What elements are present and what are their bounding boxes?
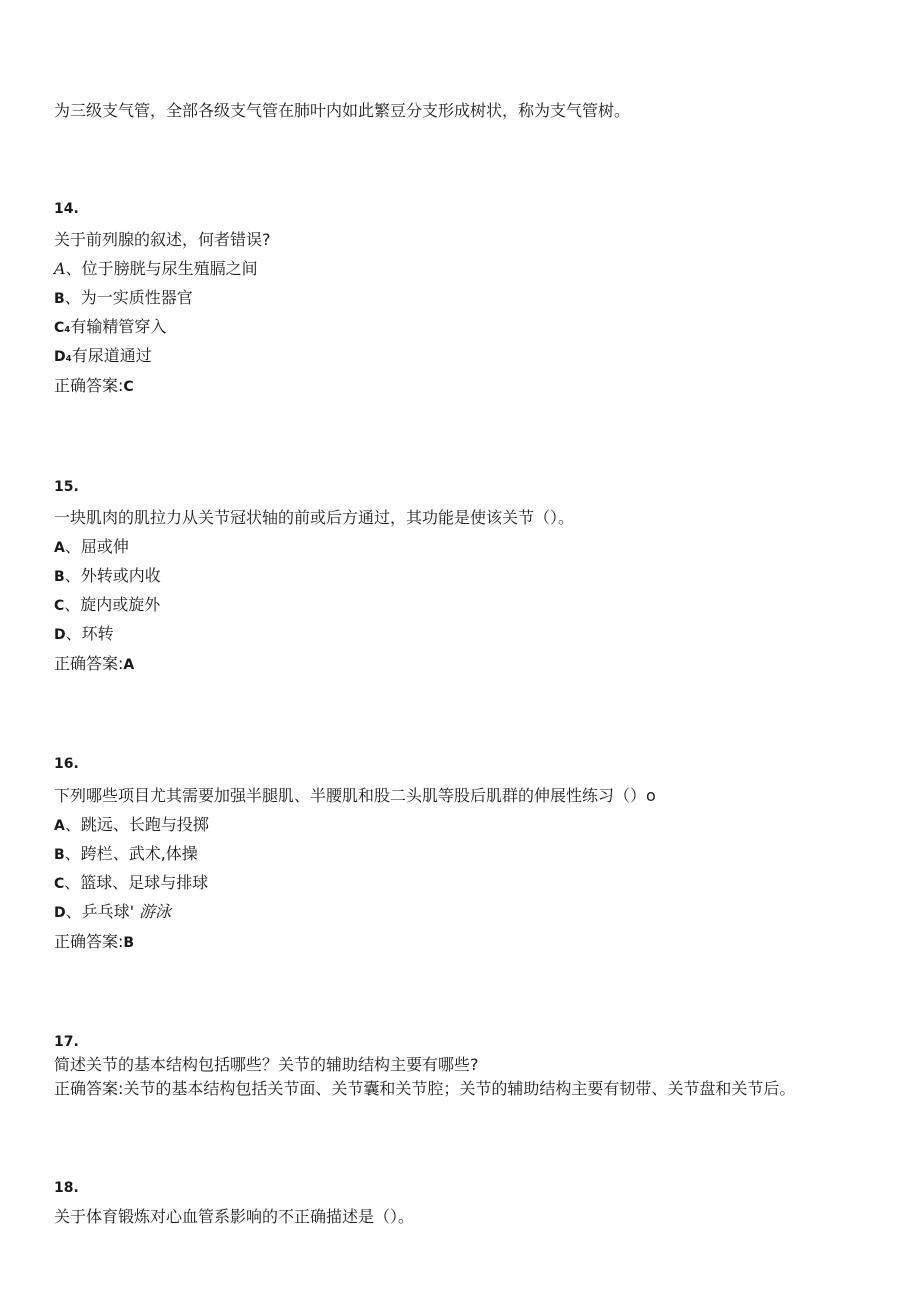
option-sep: 、 [64, 844, 81, 863]
question-14-option-d [54, 346, 152, 367]
option-sep: 、 [64, 288, 81, 307]
answer-label: 正确答案: [54, 932, 124, 951]
option-text: 位于膀胱与尿生殖膈之间 [81, 259, 258, 278]
option-letter: D₄ [54, 349, 72, 365]
question-14-number: 14. [54, 201, 79, 217]
option-letter: A [54, 818, 65, 834]
option-sep: 、 [65, 902, 82, 921]
intro-text: 为三级支气管，全部各级支气管在肺叶内如此繁豆分支形成树状，称为支气管树。 [54, 101, 631, 120]
question-17-answer [54, 1079, 795, 1099]
option-text: 篮球、足球与排球 [80, 873, 209, 892]
option-text: 乒乓球' [81, 902, 140, 921]
question-15-option-b [54, 566, 161, 587]
question-16-option-b [54, 844, 198, 865]
option-letter: C [54, 876, 65, 892]
answer-value: B [123, 935, 135, 951]
option-letter: A [54, 540, 65, 556]
option-text: 旋内或旋外 [80, 595, 161, 614]
question-15-option-a [54, 537, 129, 558]
option-text: 跨栏、武术,体操 [80, 844, 198, 863]
option-text: 环转 [81, 624, 114, 643]
question-16-option-d [54, 902, 171, 923]
question-14-option-b [54, 288, 193, 309]
option-letter: D [54, 627, 66, 643]
option-text: 为一实质性器官 [80, 288, 193, 307]
option-letter: C [54, 598, 65, 614]
option-sep: 、 [64, 815, 81, 834]
answer-label: 正确答案: [54, 1079, 124, 1098]
option-letter: B [54, 291, 65, 307]
question-16-stem: 下列哪些项目尤其需要加强半腿肌、半腰肌和股二头肌等股后肌群的伸展性练习（）o [54, 786, 656, 805]
option-text: 跳远、长跑与投掷 [80, 815, 209, 834]
question-15-answer [54, 654, 134, 675]
question-14-stem: 关于前列腺的叙述，何者错误? [54, 230, 271, 249]
option-text: 屈或伸 [80, 537, 129, 556]
answer-label: 正确答案: [54, 376, 124, 395]
option-text: 外转或内收 [80, 566, 161, 585]
option-letter: D [54, 905, 66, 921]
answer-value: A [123, 657, 135, 673]
question-18-stem: 关于体育锻炼对心血管系影响的不正确描述是（）。 [54, 1207, 415, 1226]
question-14-answer [54, 376, 134, 397]
option-sep: 、 [64, 537, 81, 556]
question-18-number: 18. [54, 1180, 79, 1196]
question-14-option-c [54, 317, 166, 338]
question-16-answer [54, 932, 134, 953]
question-15-number: 15. [54, 479, 79, 495]
option-text: 有尿道通过 [71, 346, 152, 365]
option-text-italic: 游泳 [139, 902, 172, 921]
option-letter: B [54, 847, 65, 863]
option-sep: 、 [64, 566, 81, 585]
option-letter: A [54, 259, 66, 278]
option-letter: B [54, 569, 65, 585]
option-letter: C₄ [54, 320, 71, 336]
question-17-number: 17. [54, 1034, 79, 1050]
question-16-number: 16. [54, 756, 79, 772]
option-sep: 、 [64, 873, 81, 892]
option-text: 有输精管穿入 [70, 317, 167, 336]
question-17-stem: 简述关节的基本结构包括哪些？关节的辅助结构主要有哪些? [54, 1055, 479, 1074]
option-sep: 、 [64, 595, 81, 614]
answer-value: C [123, 379, 134, 395]
question-15-option-c [54, 595, 160, 616]
question-15-stem: 一块肌肉的肌拉力从关节冠状轴的前或后方通过，其功能是使该关节（）。 [54, 508, 575, 527]
question-14-option-a [54, 259, 258, 279]
question-15-option-d [54, 624, 114, 645]
answer-value: 关节的基本结构包括关节面、关节囊和关节腔；关节的辅助结构主要有韧带、关节盘和关节后。 [123, 1079, 796, 1098]
question-16-option-a [54, 815, 209, 836]
option-sep: 、 [65, 259, 82, 278]
answer-label: 正确答案: [54, 654, 124, 673]
question-16-option-c [54, 873, 208, 894]
option-sep: 、 [65, 624, 82, 643]
